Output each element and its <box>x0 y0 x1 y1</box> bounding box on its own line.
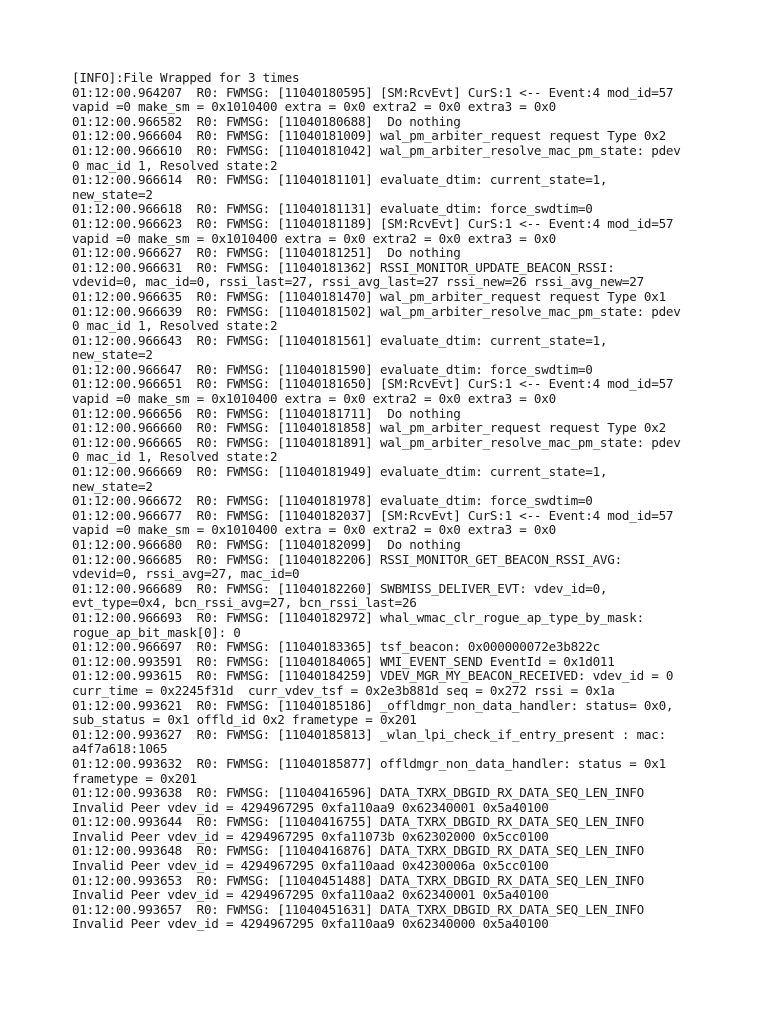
log-line: 01:12:00.966623 R0: FWMSG: [11040181189] [SM:RcvEvt] CurS:1 <-- Event:4 mod_id=57 <box>72 215 674 231</box>
log-line: sub_status = 0x1 offld_id 0x2 frametype = 0x201 <box>72 712 417 728</box>
log-line: 01:12:00.966697 R0: FWMSG: [11040183365] tsf_beacon: 0x000000072e3b822c <box>72 639 600 655</box>
log-text-block <box>72 71 712 932</box>
log-line: new_state=2 <box>72 478 153 494</box>
log-line: 01:12:00.966672 R0: FWMSG: [11040181978] evaluate_dtim: force_swdtim=0 <box>72 493 593 509</box>
log-line: 01:12:00.966669 R0: FWMSG: [11040181949] evaluate_dtim: current_state=1, <box>72 464 608 480</box>
log-line: 01:12:00.966582 R0: FWMSG: [11040180688] Do nothing <box>72 113 461 129</box>
log-line: 01:12:00.993591 R0: FWMSG: [11040184065] WMI_EVENT_SEND EventId = 0x1d011 <box>72 653 615 669</box>
log-line: 01:12:00.966618 R0: FWMSG: [11040181131] evaluate_dtim: force_swdtim=0 <box>72 201 593 217</box>
log-line: 0 mac_id 1, Resolved state:2 <box>72 318 278 334</box>
log-line: 0 mac_id 1, Resolved state:2 <box>72 449 278 465</box>
log-line: 0 mac_id 1, Resolved state:2 <box>72 157 278 173</box>
log-line: 01:12:00.993657 R0: FWMSG: [11040451631] DATA_TXRX_DBGID_RX_DATA_SEQ_LEN_INFO <box>72 901 644 917</box>
log-line: 01:12:00.966631 R0: FWMSG: [11040181362] RSSI_MONITOR_UPDATE_BEACON_RSSI: <box>72 259 615 275</box>
log-line: 01:12:00.966689 R0: FWMSG: [11040182260] SWBMISS_DELIVER_EVT: vdev_id=0, <box>72 580 608 596</box>
log-line: 01:12:00.966651 R0: FWMSG: [11040181650] [SM:RcvEvt] CurS:1 <-- Event:4 mod_id=57 <box>72 376 674 392</box>
log-line: 01:12:00.964207 R0: FWMSG: [11040180595] [SM:RcvEvt] CurS:1 <-- Event:4 mod_id=57 <box>72 84 674 100</box>
log-line: 01:12:00.993615 R0: FWMSG: [11040184259] VDEV_MGR_MY_BEACON_RECEIVED: vdev_id = 0 <box>72 668 674 684</box>
log-line: 01:12:00.966643 R0: FWMSG: [11040181561] evaluate_dtim: current_state=1, <box>72 332 608 348</box>
log-line: 01:12:00.966627 R0: FWMSG: [11040181251] Do nothing <box>72 245 461 261</box>
log-line: Invalid Peer vdev_id = 4294967295 0xfa110aa9 0x62340000 0x5a40100 <box>72 916 549 932</box>
log-line: new_state=2 <box>72 186 153 202</box>
log-line: Invalid Peer vdev_id = 4294967295 0xfa110aad 0x4230006a 0x5cc0100 <box>72 858 549 874</box>
log-line: 01:12:00.966660 R0: FWMSG: [11040181858] wal_pm_arbiter_request request Type 0x2 <box>72 420 666 436</box>
log-line: vapid =0 make_sm = 0x1010400 extra = 0x0 extra2 = 0x0 extra3 = 0x0 <box>72 230 556 246</box>
log-line: 01:12:00.966610 R0: FWMSG: [11040181042] wal_pm_arbiter_resolve_mac_pm_state: pdev <box>72 142 681 158</box>
log-line: vdevid=0, rssi_avg=27, mac_id=0 <box>72 566 300 582</box>
log-line: evt_type=0x4, bcn_rssi_avg=27, bcn_rssi_last=26 <box>72 595 417 611</box>
log-line: 01:12:00.966639 R0: FWMSG: [11040181502] wal_pm_arbiter_resolve_mac_pm_state: pdev <box>72 303 681 319</box>
log-line: vapid =0 make_sm = 0x1010400 extra = 0x0 extra2 = 0x0 extra3 = 0x0 <box>72 391 556 407</box>
log-line: frametype = 0x201 <box>72 770 197 786</box>
log-line: 01:12:00.993648 R0: FWMSG: [11040416876] DATA_TXRX_DBGID_RX_DATA_SEQ_LEN_INFO <box>72 843 644 859</box>
log-line: 01:12:00.966680 R0: FWMSG: [11040182099] Do nothing <box>72 537 461 552</box>
log-header-line: [INFO]:File Wrapped for 3 times <box>72 70 300 85</box>
log-line: 01:12:00.966614 R0: FWMSG: [11040181101] evaluate_dtim: current_state=1, <box>72 172 608 188</box>
log-line: rogue_ap_bit_mask[0]: 0 <box>72 624 241 640</box>
log-line: 01:12:00.966677 R0: FWMSG: [11040182037] [SM:RcvEvt] CurS:1 <-- Event:4 mod_id=57 <box>72 507 674 523</box>
log-line: vdevid=0, mac_id=0, rssi_last=27, rssi_avg_last=27 rssi_new=26 rssi_avg_new=27 <box>72 274 644 290</box>
log-line: 01:12:00.966656 R0: FWMSG: [11040181711] Do nothing <box>72 405 461 421</box>
log-line: new_state=2 <box>72 347 153 363</box>
log-line: 01:12:00.993644 R0: FWMSG: [11040416755] DATA_TXRX_DBGID_RX_DATA_SEQ_LEN_INFO <box>72 814 644 830</box>
log-line: Invalid Peer vdev_id = 4294967295 0xfa110aa9 0x62340001 0x5a40100 <box>72 799 549 815</box>
log-line: 01:12:00.966693 R0: FWMSG: [11040182972] whal_wmac_clr_rogue_ap_type_by_mask: <box>72 609 644 625</box>
log-line: 01:12:00.966685 R0: FWMSG: [11040182206] RSSI_MONITOR_GET_BEACON_RSSI_AVG: <box>72 551 622 567</box>
log-line: 01:12:00.966665 R0: FWMSG: [11040181891] wal_pm_arbiter_resolve_mac_pm_state: pdev <box>72 434 681 450</box>
log-line: 01:12:00.966647 R0: FWMSG: [11040181590] evaluate_dtim: force_swdtim=0 <box>72 361 593 377</box>
log-line: 01:12:00.966604 R0: FWMSG: [11040181009] wal_pm_arbiter_request request Type 0x2 <box>72 128 666 144</box>
log-line: Invalid Peer vdev_id = 4294967295 0xfa11073b 0x62302000 0x5cc0100 <box>72 828 549 844</box>
log-line: 01:12:00.993632 R0: FWMSG: [11040185877] offldmgr_non_data_handler: status = 0x1 <box>72 755 666 771</box>
log-line: 01:12:00.993638 R0: FWMSG: [11040416596] DATA_TXRX_DBGID_RX_DATA_SEQ_LEN_INFO <box>72 785 644 801</box>
log-line: 01:12:00.993621 R0: FWMSG: [11040185186] _offldmgr_non_data_handler: status= 0x0, <box>72 697 674 713</box>
log-line: curr_time = 0x2245f31d curr_vdev_tsf = 0x2e3b881d seq = 0x272 rssi = 0x1a <box>72 682 615 698</box>
log-line: 01:12:00.966635 R0: FWMSG: [11040181470] wal_pm_arbiter_request request Type 0x1 <box>72 288 666 304</box>
log-line: a4f7a618:1065 <box>72 741 168 757</box>
log-line: 01:12:00.993627 R0: FWMSG: [11040185813] _wlan_lpi_check_if_entry_present : mac: <box>72 726 666 742</box>
log-line: Invalid Peer vdev_id = 4294967295 0xfa110aa2 0x62340001 0x5a40100 <box>72 887 549 903</box>
log-line: vapid =0 make_sm = 0x1010400 extra = 0x0 extra2 = 0x0 extra3 = 0x0 <box>72 99 556 115</box>
log-line: 01:12:00.993653 R0: FWMSG: [11040451488] DATA_TXRX_DBGID_RX_DATA_SEQ_LEN_INFO <box>72 872 644 888</box>
log-line: vapid =0 make_sm = 0x1010400 extra = 0x0 extra2 = 0x0 extra3 = 0x0 <box>72 522 556 538</box>
